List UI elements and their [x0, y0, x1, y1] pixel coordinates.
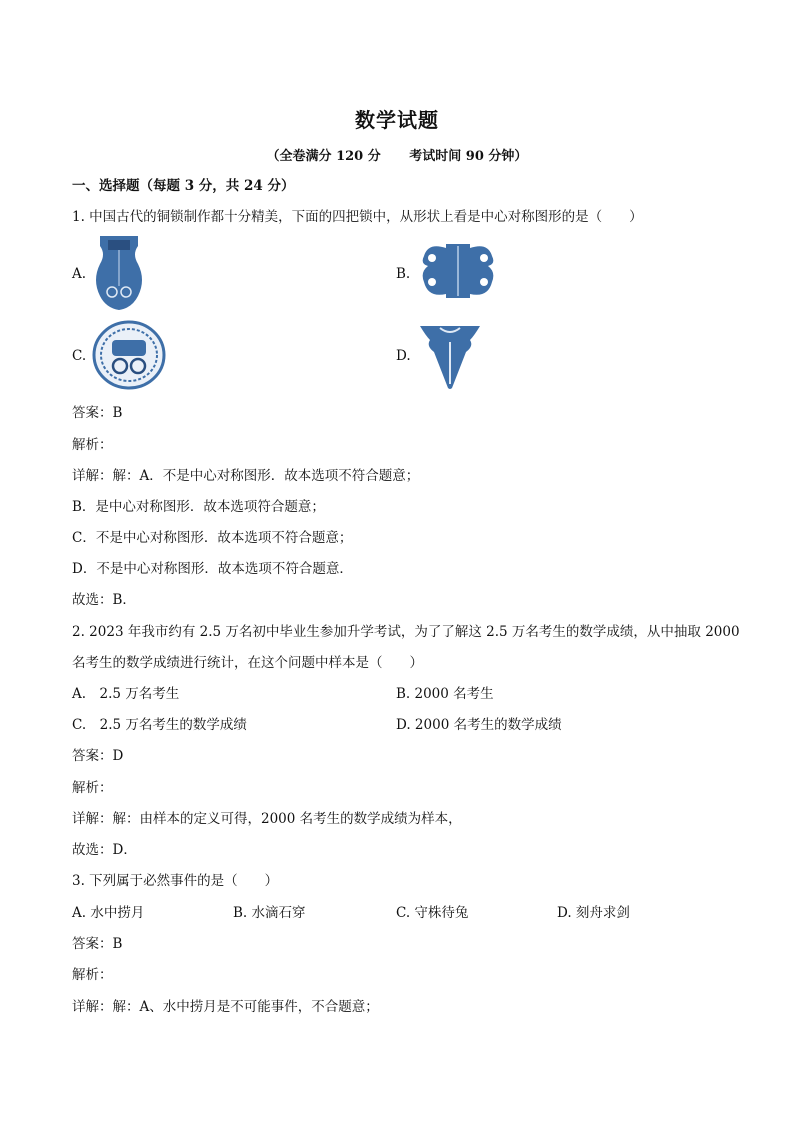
- q2-conclusion: 故选：D．: [72, 842, 137, 858]
- subtitle-score: （全卷满分 120 分: [266, 149, 381, 164]
- q2-answer: 答案：D: [72, 748, 124, 764]
- page-title: 数学试题: [355, 108, 439, 132]
- q2-option-b: B. 2000 名考生: [396, 686, 494, 702]
- q1-answer: 答案：B: [72, 405, 123, 421]
- q1-option-a-label: A.: [72, 266, 87, 282]
- subtitle-time: 考试时间 90 分钟）: [409, 149, 528, 164]
- q1-detail-2: B．是中心对称图形．故本选项符合题意；: [72, 499, 325, 515]
- q1-option-d-label: D.: [396, 348, 411, 364]
- q2-detail: 详解：解：由样本的定义可得，2000 名考生的数学成绩为样本，: [72, 811, 462, 827]
- q1-detail-1: 详解：解：A．不是中心对称图形．故本选项不符合题意；: [72, 468, 420, 484]
- q1-conclusion: 故选：B．: [72, 592, 136, 608]
- q1-analysis-label: 解析：: [72, 437, 113, 453]
- q3-analysis-label: 解析：: [72, 967, 113, 983]
- q3-option-c: C. 守株待兔: [396, 905, 469, 921]
- q3-detail: 详解：解：A、水中捞月是不可能事件，不合题意；: [72, 999, 379, 1015]
- section-heading: 一、选择题（每题 3 分，共 24 分）: [72, 178, 295, 194]
- q1-option-c-label: C.: [72, 348, 87, 364]
- q3-option-a: A. 水中捞月: [72, 905, 145, 921]
- q1-detail-4: D．不是中心对称图形．故本选项不符合题意．: [72, 561, 353, 577]
- lock-b-cloud-icon: [418, 238, 498, 304]
- q2-option-a: A. 2.5 万名考生: [72, 686, 180, 702]
- q2-stem-line1: 2. 2023 年我市约有 2.5 万名初中毕业生参加升学考试，为了了解这 2.5 万名考生的数学成绩，从中抽取 2000: [72, 624, 740, 640]
- q2-option-c: C. 2.5 万名考生的数学成绩: [72, 717, 247, 733]
- q1-detail-3: C．不是中心对称图形．故本选项不符合题意；: [72, 530, 353, 546]
- q1-stem: 1. 中国古代的铜锁制作都十分精美，下面的四把锁中，从形状上看是中心对称图形的是（ ）: [72, 209, 643, 225]
- q3-option-d: D. 刻舟求剑: [557, 905, 630, 921]
- lock-c-round-icon: [92, 320, 166, 390]
- q2-option-d: D. 2000 名考生的数学成绩: [396, 717, 562, 733]
- q2-stem-line2: 名考生的数学成绩进行统计，在这个问题中样本是（ ）: [72, 655, 423, 671]
- lock-a-vase-icon: [92, 234, 146, 312]
- page-subtitle: [0, 145, 794, 164]
- q3-stem: 3. 下列属于必然事件的是（ ）: [72, 873, 279, 889]
- q3-option-b: B. 水滴石穿: [233, 905, 306, 921]
- q3-answer: 答案：B: [72, 936, 123, 952]
- lock-d-triangle-icon: [418, 322, 482, 390]
- q1-option-b-label: B.: [396, 266, 411, 282]
- q2-analysis-label: 解析：: [72, 780, 113, 796]
